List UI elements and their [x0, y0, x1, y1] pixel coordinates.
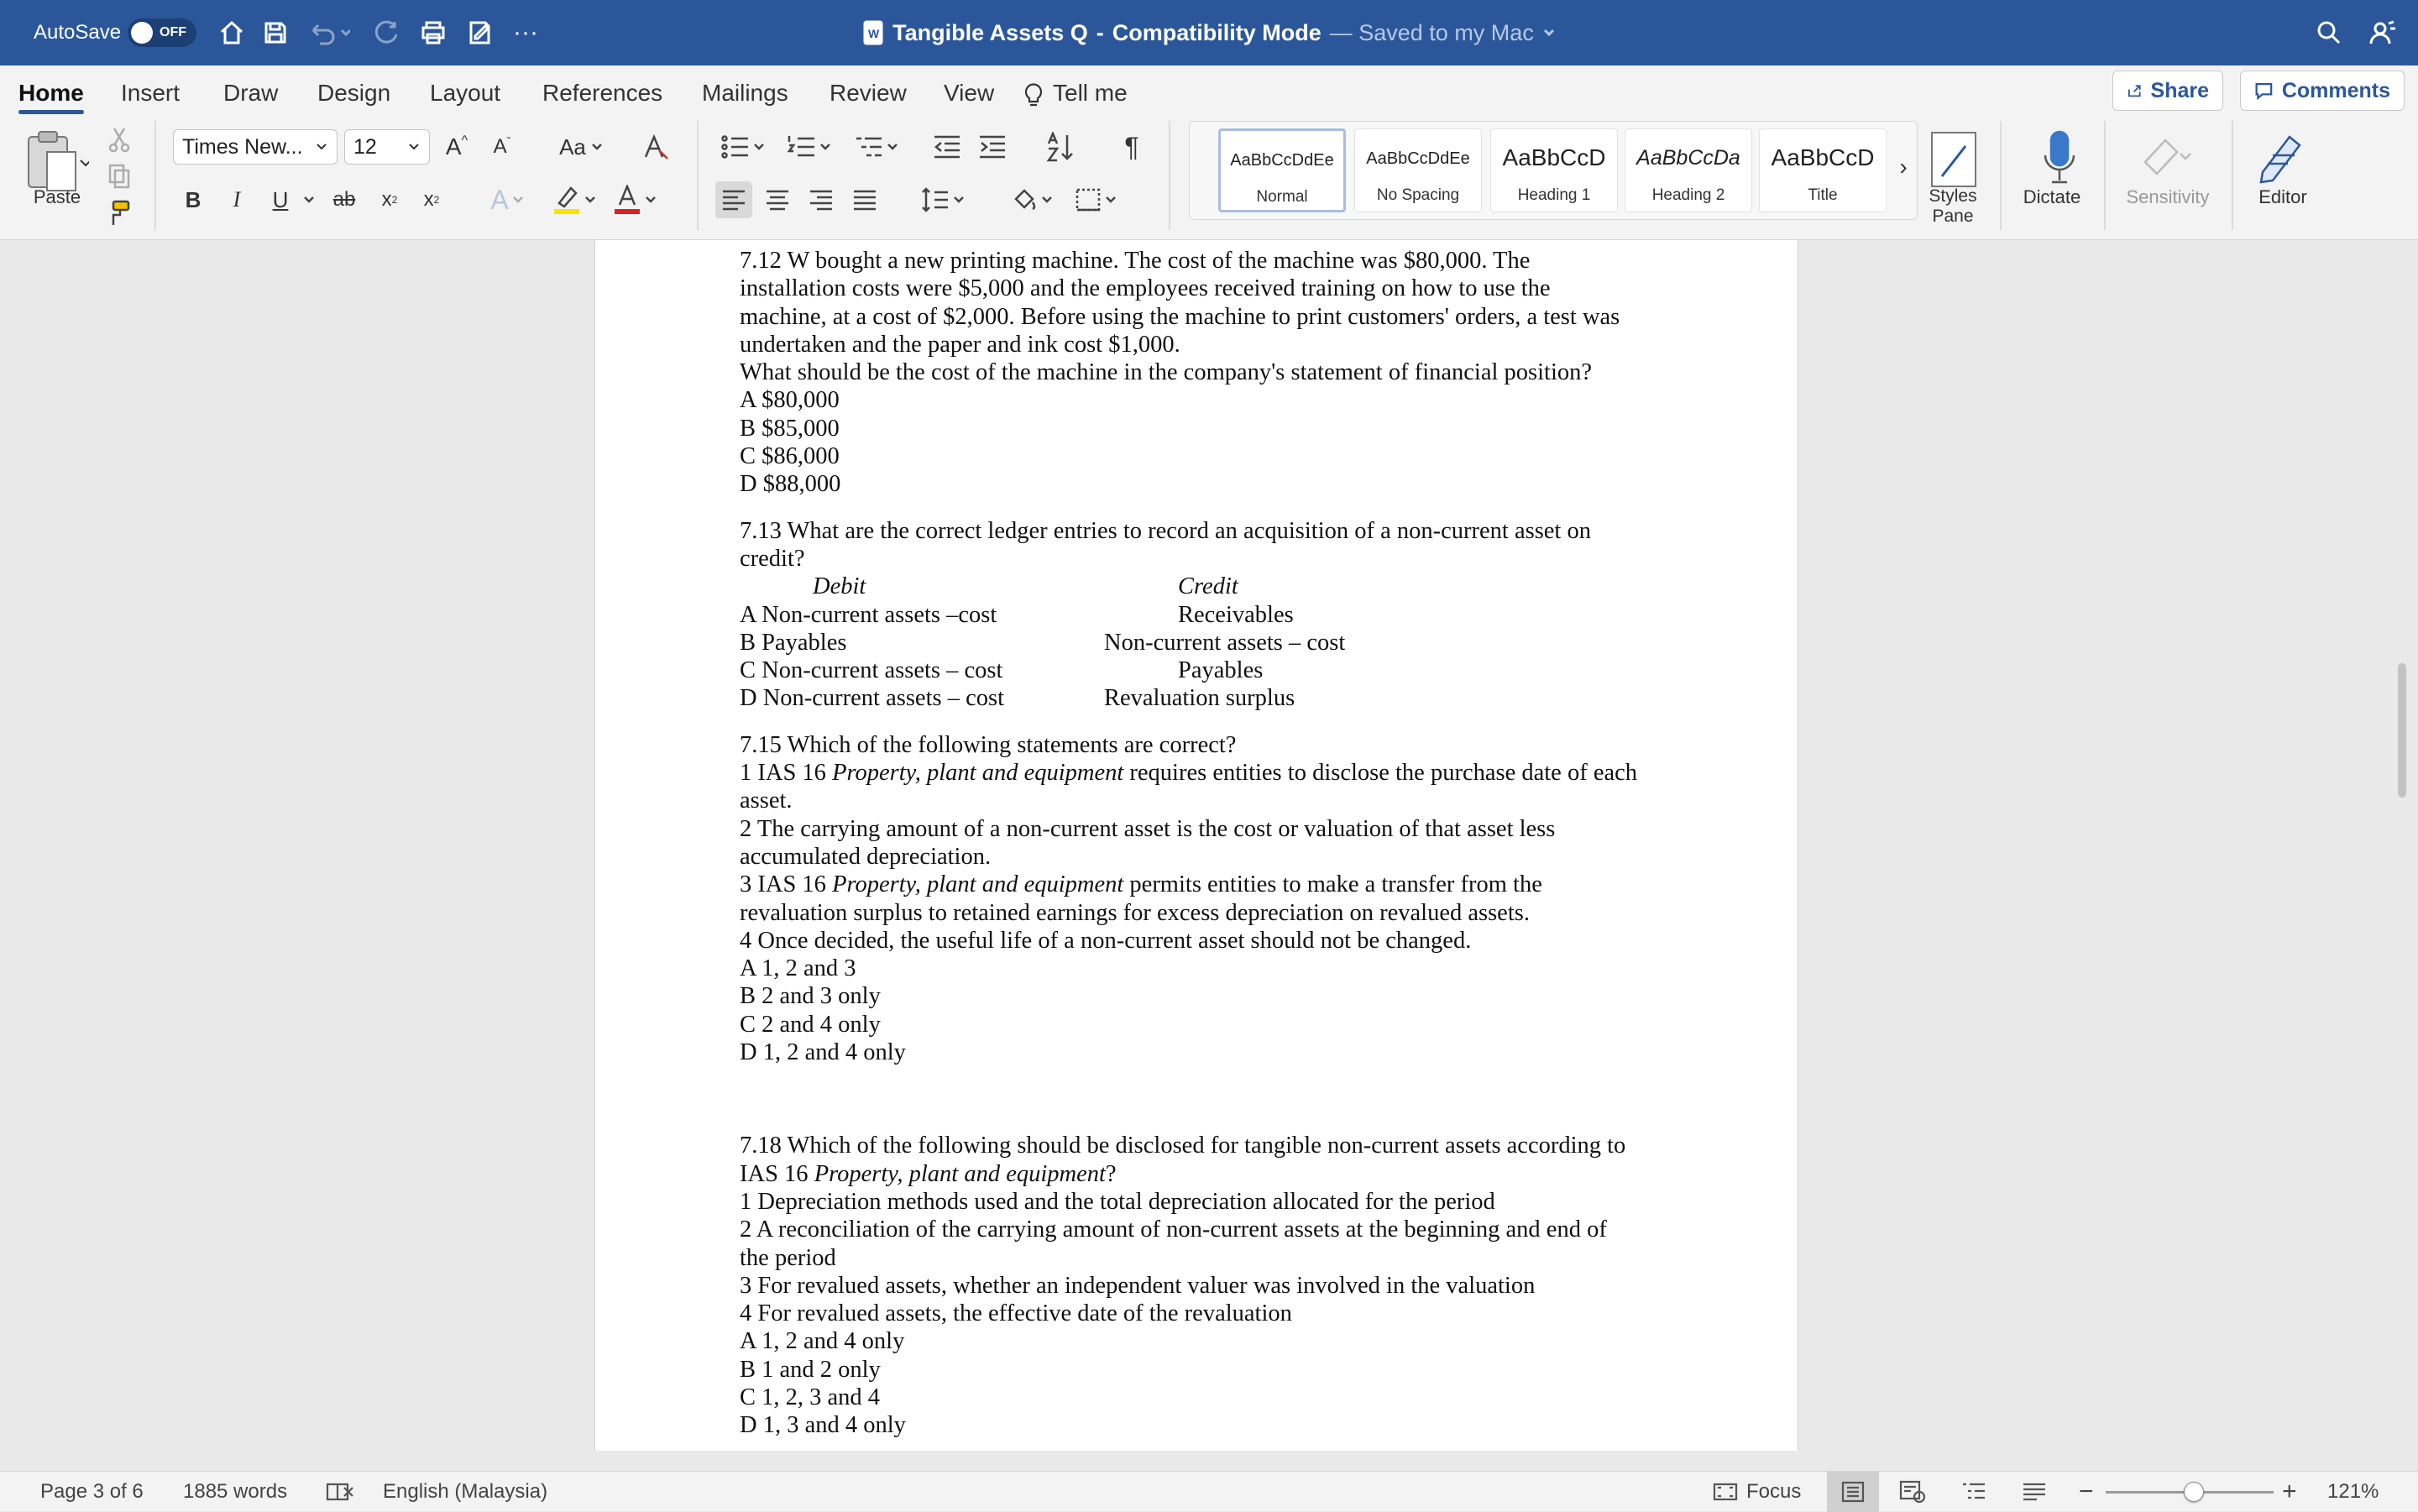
option-d: D 1, 3 and 4 only	[740, 1412, 906, 1439]
dictate-label: Dictate	[2023, 186, 2081, 207]
highlighter-icon	[552, 185, 581, 215]
editor-label: Editor	[2258, 186, 2307, 207]
zoom-in-button[interactable]: +	[2282, 1478, 2297, 1505]
text-line: machine, at a cost of $2,000. Before using the machine to print customers' orders, a test was	[740, 303, 1620, 330]
chevron-down-icon	[512, 196, 524, 204]
text-line: undertaken and the paper and ink cost $1,000.	[740, 331, 1180, 358]
zoom-level[interactable]: 121%	[2327, 1480, 2379, 1503]
chevron-down-icon	[753, 143, 765, 151]
grow-font-button[interactable]: A ^	[445, 133, 468, 160]
tab-mailings[interactable]: Mailings	[702, 80, 788, 106]
tell-me-label: Tell me	[1053, 80, 1128, 106]
font-name-value: Times New...	[182, 134, 303, 159]
chevron-down-icon	[953, 196, 965, 204]
save-status[interactable]: — Saved to my Mac	[1329, 19, 1534, 45]
chevron-down-icon	[584, 196, 596, 204]
text-line: IAS 16 Property, plant and equipment?	[740, 1160, 1117, 1187]
svg-text:W: W	[868, 27, 880, 40]
lightbulb-icon	[1023, 80, 1044, 107]
copy-icon[interactable]	[102, 161, 136, 191]
sensitivity-icon[interactable]	[2133, 126, 2208, 190]
font-size-select[interactable]	[344, 129, 430, 165]
autosave-toggle[interactable]	[128, 18, 196, 47]
text-line: asset.	[740, 787, 793, 814]
more-icon[interactable]: ···	[513, 18, 538, 46]
style-no-spacing[interactable]	[1354, 128, 1482, 212]
style-preview: AaBbCcD	[1771, 144, 1875, 170]
justify-icon[interactable]	[846, 181, 883, 218]
cut-icon[interactable]	[102, 124, 136, 154]
doc-name: Tangible Assets Q	[892, 19, 1088, 45]
title-bar	[0, 0, 2418, 65]
change-case-button[interactable]	[551, 129, 611, 165]
text-line: accumulated depreciation.	[740, 843, 992, 870]
title-separator: -	[1096, 19, 1104, 45]
highlight-color-button[interactable]	[547, 181, 601, 218]
chevron-down-icon	[1041, 196, 1053, 204]
subscript-button[interactable]: x 2	[381, 188, 398, 211]
autosave-label: AutoSave	[34, 21, 122, 44]
question-7-15	[740, 731, 1697, 1067]
change-case-label: Aa	[559, 133, 586, 160]
focus-icon	[1713, 1482, 1738, 1502]
underline-options[interactable]	[299, 181, 319, 218]
option-a: A $80,000	[740, 387, 840, 414]
share-icon	[2127, 81, 2143, 101]
text-line: 2 The carrying amount of a non-current asset is the cost or valuation of that asset less	[740, 815, 1556, 842]
text-effects-button[interactable]	[480, 181, 534, 218]
chevron-down-icon	[887, 143, 898, 151]
chevron-down-icon	[303, 196, 315, 204]
text-line: revaluation surplus to retained earnings for excess depreciation on revalued assets.	[740, 899, 1530, 926]
share-label: Share	[2150, 78, 2209, 102]
align-center-icon[interactable]	[759, 181, 796, 218]
align-left-icon[interactable]	[715, 181, 752, 218]
option-c: C $86,000	[740, 443, 840, 470]
superscript-button[interactable]: x 2	[423, 188, 440, 211]
tab-home[interactable]: Home	[18, 74, 84, 112]
tab-layout[interactable]: Layout	[430, 80, 501, 106]
styles-more-icon[interactable]: ›	[1899, 154, 1908, 180]
sort-icon[interactable]	[1041, 129, 1080, 165]
text-line: 1 IAS 16 Property, plant and equipment requires entities to disclose the purchase date of each	[740, 760, 1638, 787]
align-right-icon[interactable]	[803, 181, 840, 218]
draft-view-icon[interactable]	[2022, 1472, 2047, 1512]
option-c: C 1, 2, 3 and 4	[740, 1384, 881, 1410]
underline-button[interactable]: U	[272, 186, 289, 212]
ledger-row	[740, 657, 1697, 684]
credit-header: Credit	[1178, 573, 1238, 600]
font-color-button[interactable]	[608, 181, 662, 218]
dictate-icon[interactable]	[2032, 126, 2087, 190]
chevron-down-icon	[591, 143, 603, 151]
language[interactable]: English (Malaysia)	[383, 1480, 548, 1503]
text-effects-icon: A	[490, 184, 509, 215]
web-layout-icon[interactable]	[1899, 1472, 1926, 1512]
proofing-icon[interactable]	[326, 1472, 354, 1512]
borders-button[interactable]	[1068, 181, 1123, 218]
document-page[interactable]	[594, 240, 1798, 1451]
tab-insert[interactable]: Insert	[121, 80, 181, 106]
text-line: 7.12 W bought a new printing machine. The cost of the machine was $80,000. The	[740, 248, 1531, 274]
chevron-down-icon[interactable]	[1542, 28, 1556, 38]
credit-cell: Revaluation surplus	[1104, 685, 1295, 712]
chevron-down-icon	[315, 142, 328, 152]
style-heading-2[interactable]	[1625, 128, 1752, 212]
comments-button[interactable]	[2240, 71, 2405, 111]
text-line: 4 Once decided, the useful life of a non-current asset should not be changed.	[740, 927, 1472, 954]
outline-view-icon[interactable]	[1961, 1472, 1986, 1512]
style-name: Normal	[1256, 188, 1308, 206]
style-name: Heading 2	[1651, 186, 1725, 204]
tab-review[interactable]: Review	[830, 80, 907, 106]
numbering-button[interactable]	[779, 129, 840, 165]
autosave-state: OFF	[160, 25, 186, 39]
option-a: A 1, 2 and 4 only	[740, 1328, 905, 1355]
text-line: the period	[740, 1244, 836, 1271]
zoom-out-button[interactable]: −	[2079, 1478, 2094, 1505]
line-spacing-button[interactable]	[915, 181, 971, 218]
paste-label: Paste	[33, 186, 81, 207]
credit-cell: Non-current assets – cost	[1104, 629, 1346, 656]
style-name: Heading 1	[1517, 186, 1591, 204]
ribbon-home	[0, 121, 2418, 240]
edit-document-icon[interactable]	[463, 0, 497, 65]
tab-design[interactable]: Design	[317, 80, 391, 106]
editor-icon[interactable]	[2253, 126, 2312, 190]
superscript-label: x	[423, 188, 434, 211]
save-icon[interactable]	[259, 0, 292, 65]
chevron-down-icon	[645, 196, 657, 204]
styles-gallery	[1189, 121, 1918, 220]
bullets-button[interactable]	[715, 129, 771, 165]
word-count[interactable]: 1885 words	[183, 1480, 288, 1503]
debit-cell: B Payables	[740, 629, 847, 656]
question-7-18	[740, 1132, 1697, 1439]
zoom-slider[interactable]	[2106, 1472, 2274, 1512]
account-icon[interactable]	[2364, 0, 2401, 65]
tab-tell-me[interactable]	[1023, 74, 1128, 112]
vertical-scrollbar[interactable]	[2398, 663, 2406, 798]
tab-references[interactable]: References	[542, 80, 663, 106]
text-line: 7.18 Which of the following should be disclosed for tangible non-current assets according to	[740, 1133, 1626, 1159]
search-icon[interactable]	[2311, 0, 2347, 65]
focus-button[interactable]	[1713, 1472, 1801, 1512]
question-7-13	[740, 517, 1697, 713]
status-bar	[0, 1471, 2418, 1511]
comment-icon	[2254, 81, 2274, 101]
text-line: 7.15 Which of the following statements are correct?	[740, 731, 1237, 758]
clear-formatting-icon[interactable]	[638, 129, 675, 165]
document-title	[840, 0, 1578, 65]
ledger-row	[740, 684, 1697, 712]
multilevel-list-button[interactable]	[846, 129, 907, 165]
ledger-row	[740, 629, 1697, 657]
option-a: A 1, 2 and 3	[740, 955, 856, 982]
font-color-icon	[613, 185, 641, 215]
debit-header: Debit	[813, 573, 866, 600]
ribbon-tabs	[0, 65, 2418, 121]
option-c: C 2 and 4 only	[740, 1011, 881, 1038]
option-d: D $88,000	[740, 471, 841, 498]
styles-pane-label: Styles Pane	[1929, 186, 1977, 226]
chevron-down-icon	[819, 143, 831, 151]
style-preview: AaBbCcDdEe	[1366, 149, 1470, 168]
tab-draw[interactable]: Draw	[223, 80, 279, 106]
borders-icon	[1075, 187, 1102, 212]
line-spacing-icon	[921, 187, 950, 212]
style-preview: AaBbCcDa	[1636, 146, 1740, 170]
style-name: Title	[1808, 186, 1838, 204]
font-size-value: 12	[353, 134, 377, 159]
debit-cell: C Non-current assets – cost	[740, 657, 1003, 684]
undo-icon[interactable]	[306, 0, 353, 65]
option-d: D 1, 2 and 4 only	[740, 1039, 906, 1066]
text-line: 7.13 What are the correct ledger entries to record an acquisition of a non-current asset on	[740, 517, 1591, 544]
page-count[interactable]: Page 3 of 6	[40, 1480, 144, 1503]
debit-cell: D Non-current assets – cost	[740, 685, 1005, 712]
option-b: B 2 and 3 only	[740, 983, 881, 1010]
shading-button[interactable]	[1004, 181, 1060, 218]
home-icon[interactable]	[215, 0, 249, 65]
chevron-down-icon	[1105, 196, 1117, 204]
text-line: 1 Depreciation methods used and the total depreciation allocated for the period	[740, 1188, 1495, 1215]
subscript-label: x	[381, 188, 392, 211]
print-layout-icon[interactable]	[1827, 1472, 1879, 1512]
text-line: What should be the cost of the machine in the company's statement of financial position?	[740, 359, 1593, 386]
font-name-select[interactable]	[173, 129, 338, 165]
numbered-list-icon	[788, 134, 816, 160]
style-preview: AaBbCcD	[1502, 144, 1606, 170]
chevron-down-icon	[407, 142, 421, 152]
style-title[interactable]	[1759, 128, 1887, 212]
redo-icon[interactable]	[369, 0, 403, 65]
show-formatting-marks-icon[interactable]: ¶	[1124, 131, 1139, 162]
tab-view[interactable]: View	[944, 80, 995, 106]
credit-cell: Payables	[1178, 657, 1264, 684]
option-b: B $85,000	[740, 415, 840, 442]
paint-bucket-icon	[1011, 187, 1038, 212]
decrease-indent-icon[interactable]	[929, 129, 966, 165]
sensitivity-label: Sensitivity	[2126, 186, 2210, 207]
option-b: B 1 and 2 only	[740, 1356, 881, 1383]
strikethrough-button[interactable]: ab	[332, 188, 356, 211]
debit-cell: A Non-current assets –cost	[740, 601, 997, 628]
format-painter-icon[interactable]	[102, 196, 136, 230]
bullet-list-icon	[721, 134, 750, 160]
text-line: installation costs were $5,000 and the employees received training on how to use the	[740, 275, 1551, 302]
focus-label: Focus	[1746, 1480, 1802, 1503]
styles-pane-icon[interactable]	[1926, 126, 1981, 193]
multilevel-list-icon	[855, 134, 883, 160]
credit-cell: Receivables	[1178, 601, 1294, 628]
ledger-row	[740, 601, 1697, 629]
share-button[interactable]	[2112, 71, 2223, 111]
text-line: 4 For revalued assets, the effective date of the revaluation	[740, 1300, 1292, 1327]
italic-button[interactable]: I	[233, 187, 241, 212]
style-preview: AaBbCcDdEe	[1230, 151, 1334, 170]
style-heading-1[interactable]	[1490, 128, 1618, 212]
text-line: 2 A reconciliation of the carrying amount of non-current assets at the beginning and end of	[740, 1216, 1607, 1243]
style-normal[interactable]	[1218, 128, 1346, 212]
print-icon[interactable]	[416, 0, 450, 65]
comments-label: Comments	[2281, 78, 2390, 102]
text-line: 3 For revalued assets, whether an independent valuer was involved in the valuation	[740, 1272, 1536, 1299]
text-line: credit?	[740, 545, 805, 572]
question-7-12	[740, 247, 1697, 499]
increase-indent-icon[interactable]	[974, 129, 1011, 165]
bold-button[interactable]: B	[185, 186, 202, 212]
shrink-font-button[interactable]: A ˇ	[493, 134, 511, 158]
document-body[interactable]	[740, 247, 1697, 1440]
compatibility-mode: Compatibility Mode	[1112, 19, 1322, 45]
text-line: 3 IAS 16 Property, plant and equipment permits entities to make a transfer from the	[740, 871, 1542, 898]
zoom-slider-thumb[interactable]	[2184, 1482, 2204, 1502]
word-doc-icon	[862, 20, 884, 45]
style-name: No Spacing	[1376, 186, 1460, 204]
